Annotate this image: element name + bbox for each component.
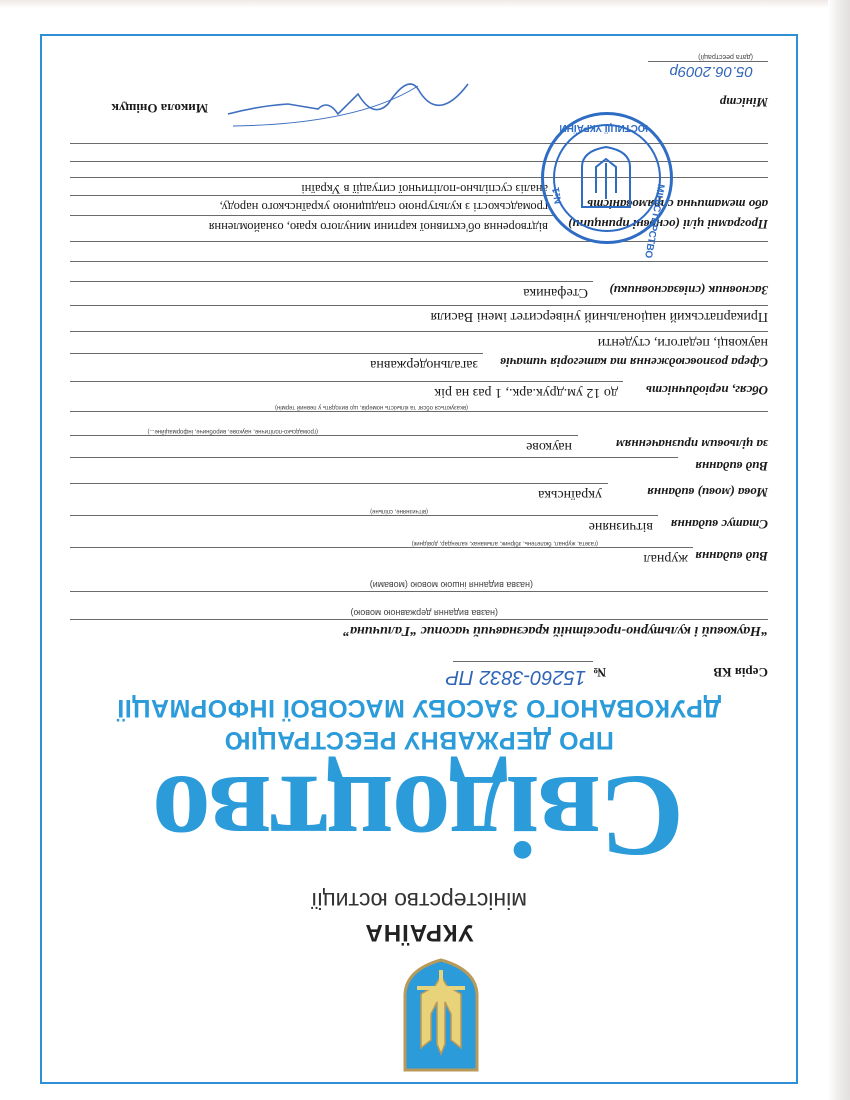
founder-value-2: Стефаника [523, 285, 588, 300]
kind-label-2: за цільовим призначенням [615, 437, 768, 452]
registration-number: 15260-3832 ПР [445, 666, 586, 688]
stamp-text-right: №1 [550, 186, 565, 205]
stamp-text-bottom: ЮСТИЦІЇ УКРАЇНИ [559, 122, 648, 133]
country-name: УКРАЇНА [364, 919, 474, 946]
type-value: журнал [643, 551, 688, 566]
signature-scribble [218, 64, 478, 144]
readers-value: науковці, педагоги, студенти [597, 335, 768, 350]
status-line [70, 515, 658, 516]
status-label: Статус видання [670, 517, 768, 532]
volume-line [70, 381, 623, 382]
kind-line-1 [70, 457, 678, 458]
minister-label: Міністр [719, 95, 768, 110]
type-label: Вид видання [695, 549, 768, 564]
type-caption: (газета, журнал, бюлетень, збірник, альманах, календар, довідник) [411, 540, 598, 546]
status-caption: (вітчизняне, спільне) [370, 508, 428, 514]
status-value: вітчизняне [588, 519, 653, 534]
name-caption: (назва видання державною мовою) [350, 608, 498, 618]
volume-label: Обсяг, періодичність [645, 383, 768, 398]
name-line [70, 619, 768, 620]
publication-name: “Науковий і культурно-просвітній краєзнавчий часопис “Галичина” [342, 623, 768, 638]
ministry-name: міністерство юстиції [310, 888, 528, 914]
kind-line-2 [70, 435, 578, 436]
language-line [70, 483, 608, 484]
series-label: Серія КВ [713, 665, 768, 680]
program-label-1: Програмні цілі (основні принципи) [568, 217, 768, 232]
certificate-title: Свідоцтво [153, 751, 685, 882]
program-value-3: аналіз суспільно-політичної ситуації в Україні [301, 182, 548, 196]
sphere-label: Сфера розповсюдження та категорія читачів [500, 355, 768, 370]
sphere-value: загальнодержавна [370, 357, 478, 372]
subtitle-line-1: ПРО ДЕРЖАВНУ РЕЄСТРАЦІЮ [224, 726, 614, 754]
trident-emblem-icon [397, 956, 485, 1074]
date-line [648, 61, 768, 62]
volume-pre-line [70, 411, 768, 412]
volume-caption: (вказуються обсяг та кількість номерів, що виходять у певний термін) [274, 404, 468, 410]
founder-value-1: Прикарпатський національний університет імені Василя [430, 309, 768, 324]
kind-value: наукове [526, 439, 572, 454]
founder-label: Засновник (співзасновники) [609, 283, 768, 298]
program-label-2: або тематична спрямованість [587, 197, 768, 212]
language-label: Мова (мови) видання [647, 485, 768, 500]
founder-line-2 [70, 281, 593, 282]
readers-line [70, 331, 768, 332]
minister-name: Микола Оніщук [111, 101, 208, 116]
founder-line-1 [70, 305, 768, 306]
name-other-caption: (назва видання іншою мовою (мовами) [369, 580, 533, 590]
program-value-2: громадськості з культурною спадщиною українського народу, [219, 200, 548, 214]
program-value-1: відтворення об'єктивної картини минулого краю, ознайомлення [208, 220, 548, 234]
name-other-line [70, 591, 768, 592]
scan-right-edge [828, 0, 850, 1100]
number-underline [453, 661, 593, 662]
scan-top-edge [0, 0, 850, 8]
subtitle-line-2: ДРУКОВАНОГО ЗАСОБУ МАСОВОЇ ІНФОРМАЦІЇ [116, 694, 722, 722]
kind-label-1: Вид видання [695, 459, 768, 474]
official-stamp [541, 112, 673, 259]
certificate-sheet [40, 34, 798, 1084]
type-line [70, 547, 693, 548]
kind-caption: (громадсько-політичне, наукове, виробниче, інформаційне...) [147, 428, 318, 434]
date-caption: (дата реєстрації) [698, 53, 753, 60]
blank-line-1 [70, 261, 768, 262]
number-label: № [592, 665, 606, 680]
blank-line-2 [70, 241, 768, 242]
language-value: українська [538, 487, 602, 502]
volume-value: до 12 ум.друк.арк., 1 раз на рік [434, 385, 618, 400]
program-line-1 [70, 215, 553, 216]
stamp-text-left: МІНІСТЕРСТВО [642, 183, 666, 259]
registration-date: 05.06.2009р [669, 63, 753, 80]
sphere-line [70, 353, 483, 354]
stamp-trident-icon [578, 145, 634, 211]
